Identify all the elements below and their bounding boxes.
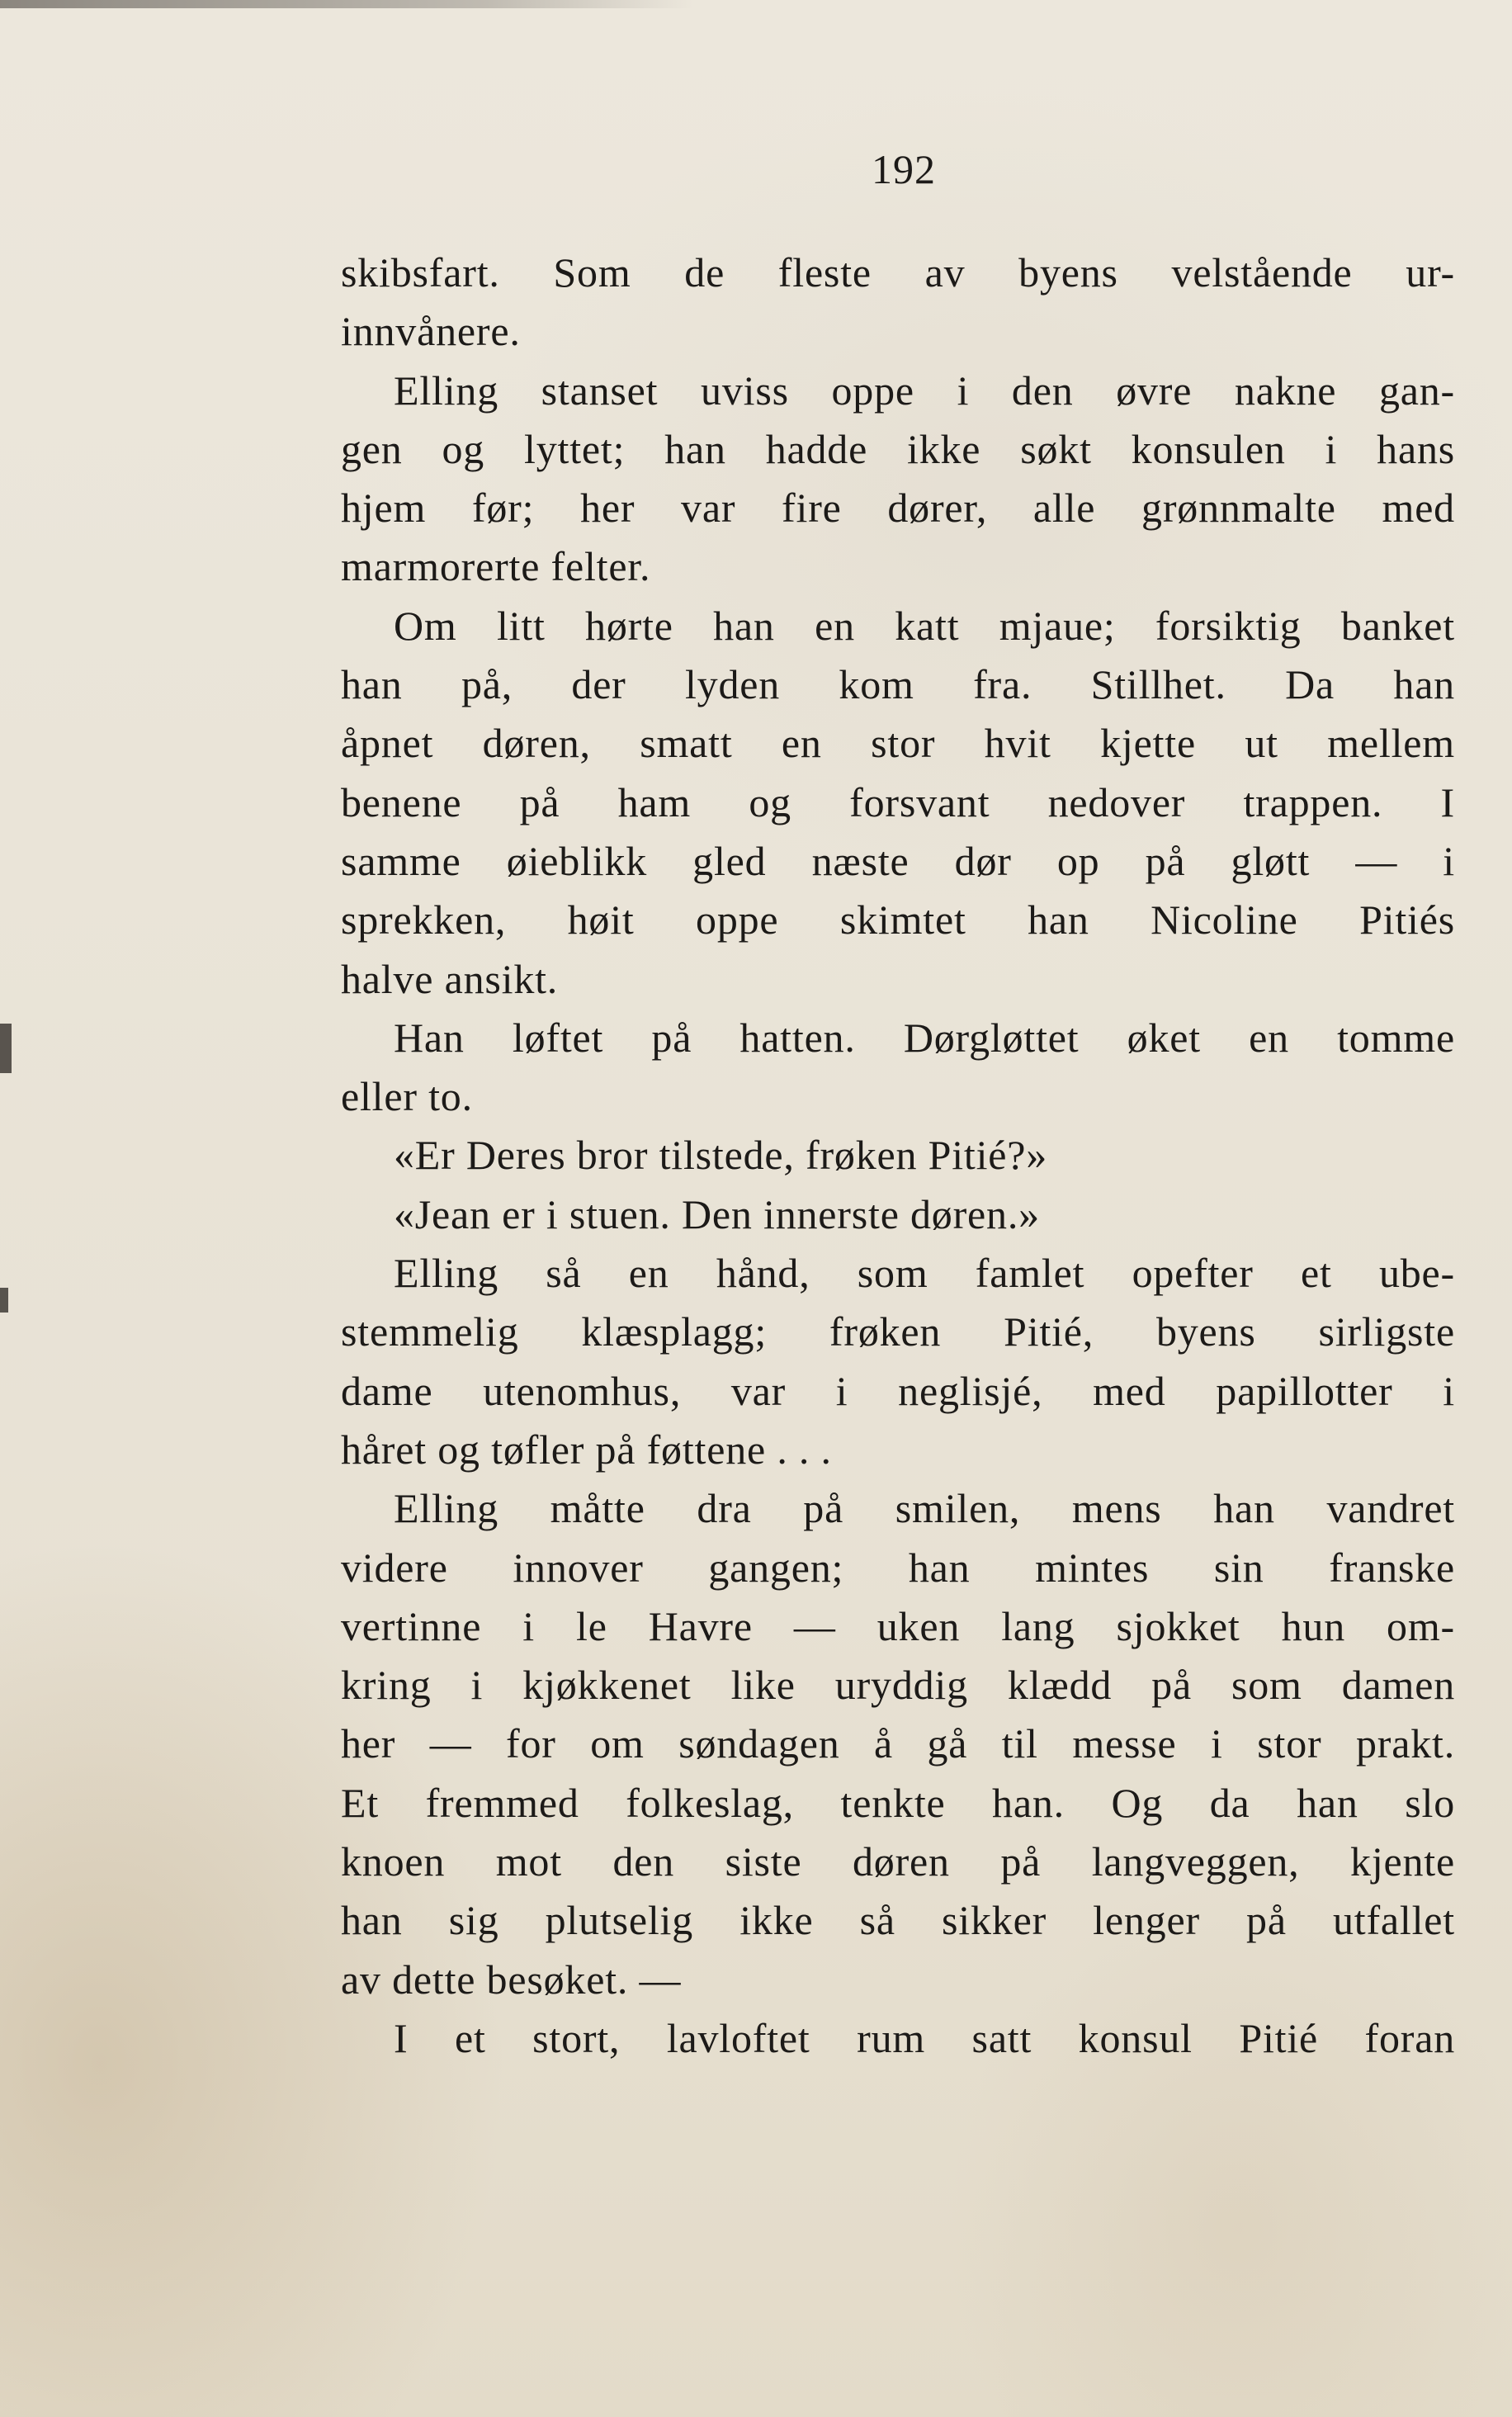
text-line: håret og tøfler på føttene . . . xyxy=(341,1426,832,1473)
text-line: kring i kjøkkenet like uryddig klædd på som damen xyxy=(341,1662,1455,1709)
page-number: 192 xyxy=(872,146,936,192)
text-line: stemmelig klæsplagg; frøken Pitié, byens sirligste xyxy=(341,1308,1455,1355)
text-line: samme øieblikk gled næste dør op på gløtt — i xyxy=(341,837,1455,884)
text-line: han sig plutselig ikke så sikker lenger på utfallet xyxy=(341,1897,1455,1944)
text-line: eller to. xyxy=(341,1073,473,1120)
page-top-edge-shadow xyxy=(0,0,693,8)
text-line: her — for om søndagen å gå til messe i stor prakt. xyxy=(341,1720,1455,1767)
text-line: Elling måtte dra på smilen, mens han vandret xyxy=(394,1485,1455,1532)
left-edge-mark xyxy=(0,1024,12,1073)
text-line: «Jean er i stuen. Den innerste døren.» xyxy=(394,1190,1040,1237)
text-line: innvånere. xyxy=(341,308,521,355)
text-line: Et fremmed folkeslag, tenkte han. Og da han slo xyxy=(341,1779,1455,1826)
text-line: videre innover gangen; han mintes sin franske xyxy=(341,1544,1455,1591)
text-line: Elling så en hånd, som famlet opefter et ube- xyxy=(394,1250,1455,1297)
body-text xyxy=(341,244,1455,2068)
text-line: Om litt hørte han en katt mjaue; forsiktig banket xyxy=(394,602,1455,649)
text-line: Elling stanset uviss oppe i den øvre nakne gan- xyxy=(394,367,1455,414)
text-line: han på, der lyden kom fra. Stillhet. Da han xyxy=(341,661,1455,708)
text-line: vertinne i le Havre — uken lang sjokket hun om- xyxy=(341,1602,1455,1649)
text-line: «Er Deres bror tilstede, frøken Pitié?» xyxy=(394,1132,1048,1179)
text-line: gen og lyttet; han hadde ikke søkt konsulen i hans xyxy=(341,425,1455,472)
text-line: åpnet døren, smatt en stor hvit kjette ut mellem xyxy=(341,720,1455,767)
text-line: knoen mot den siste døren på langveggen, kjente xyxy=(341,1838,1455,1885)
text-line: halve ansikt. xyxy=(341,955,559,1002)
text-line: benene på ham og forsvant nedover trappen. I xyxy=(341,778,1455,825)
left-edge-mark xyxy=(0,1288,8,1313)
text-line: sprekken, høit oppe skimtet han Nicoline Pitiés xyxy=(341,896,1455,944)
text-line: dame utenomhus, var i neglisjé, med papillotter i xyxy=(341,1367,1455,1414)
text-line: skibsfart. Som de fleste av byens velstående ur- xyxy=(341,249,1455,296)
text-line: I et stort, lavloftet rum satt konsul Pitié foran xyxy=(394,2014,1455,2061)
text-line: av dette besøket. — xyxy=(341,1956,682,2003)
text-line: hjem før; her var fire dører, alle grønnmalte med xyxy=(341,485,1455,532)
text-line: Han løftet på hatten. Dørgløttet øket en tomme xyxy=(394,1014,1455,1061)
text-line: marmorerte felter. xyxy=(341,543,651,590)
